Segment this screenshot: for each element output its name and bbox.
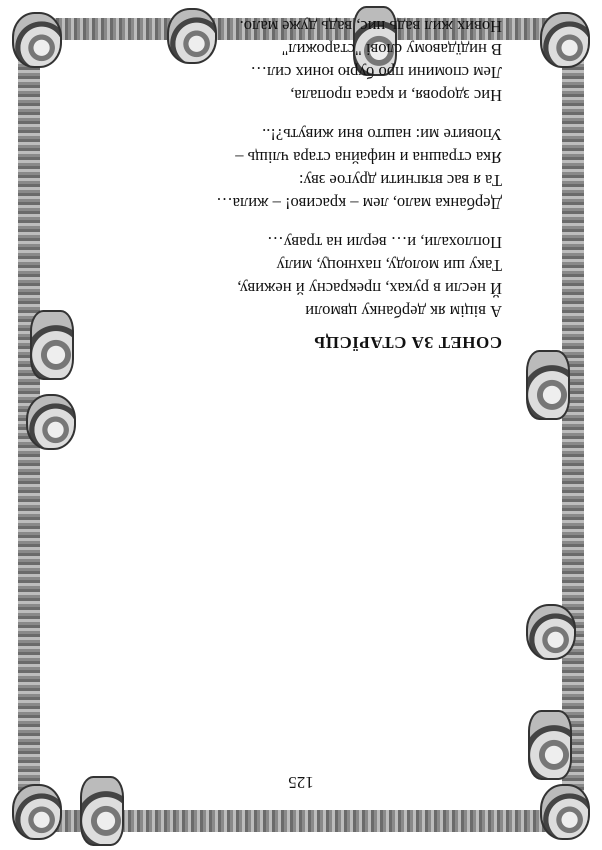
poem-line: Лем спомини про бурю юних сил…	[250, 63, 502, 82]
poem-line: Поплохали, и… верли на траву…	[267, 233, 502, 252]
stanza	[82, 123, 502, 215]
ornament-pitcher-icon	[26, 394, 76, 450]
poem-line: В нидїдавому слові "старожил"	[281, 40, 502, 59]
poem-line: Яка страшна и нифайна стара чліщь –	[235, 148, 502, 167]
ornament-pitcher-icon	[526, 350, 570, 420]
poem-line: А віцім як дербанку цвмоли	[305, 302, 502, 321]
poem-line: Й несли в руках, прекрасну й неживу,	[237, 279, 502, 298]
frame-border-left	[562, 40, 584, 810]
stanza	[82, 231, 502, 323]
poem-line: Таку ши молоду, пахнюцу, милу	[276, 256, 502, 275]
poem-title: СОНЕТ ЗА СТАРЇСЦЬ	[313, 333, 502, 352]
poem-line: Уповите ми: нашто вни живуть?!..	[262, 125, 502, 144]
poem-line: Нис здоровя, и краса пропала,	[290, 86, 502, 105]
page-number: 125	[288, 773, 314, 792]
ornament-pitcher-icon	[30, 310, 74, 380]
corner-ornament-icon	[12, 784, 62, 840]
corner-ornament-icon	[12, 12, 62, 68]
poem-line: Та я вас втягнити другое зву:	[298, 171, 502, 190]
ornament-pitcher-icon	[528, 710, 572, 780]
poem-line: Нових жил вадь нис, вадь дуже мало.	[239, 17, 502, 36]
poem	[82, 0, 502, 354]
corner-ornament-icon	[540, 12, 590, 68]
stanza	[82, 15, 502, 107]
poem-line: Дербанка мало, лем – красиво! – жила…	[216, 194, 502, 213]
ornament-pitcher-icon	[526, 604, 576, 660]
corner-ornament-icon	[540, 784, 590, 840]
